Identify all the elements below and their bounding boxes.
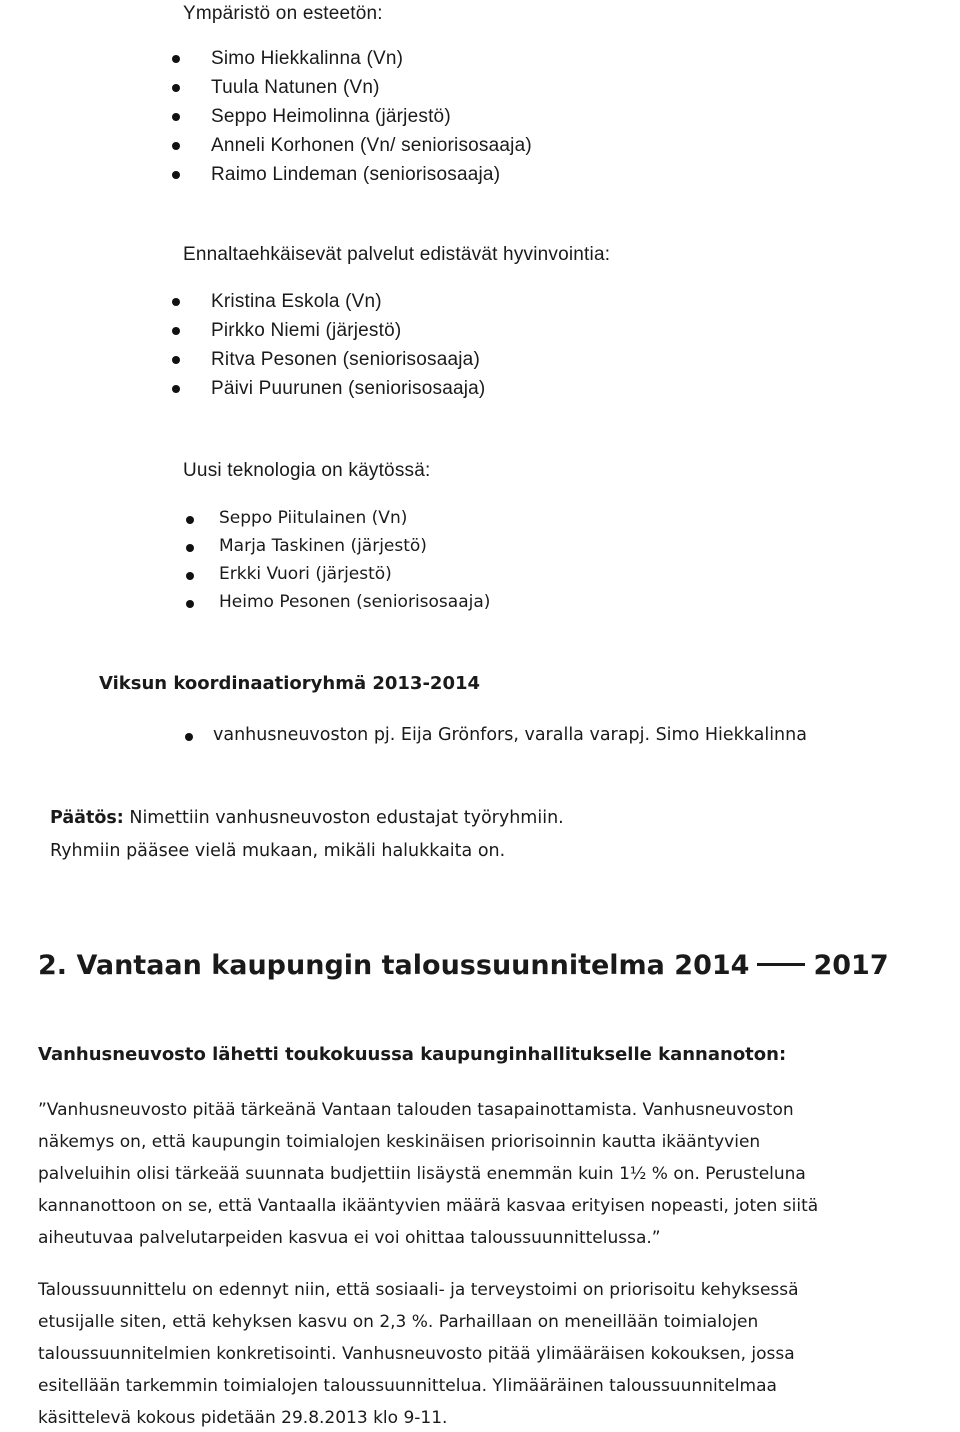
paragraph-2-line: etusijalle siten, että kehyksen kasvu on 2,3 %. Parhaillaan on meneillään toimialojen <box>38 1312 759 1332</box>
section-2-heading-prefix: 2. Vantaan kaupungin taloussuunnitelma 2014 <box>38 950 750 981</box>
section-2-subheading: Vanhusneuvosto lähetti toukokuussa kaupunginhallitukselle kannanoton: <box>38 1044 787 1065</box>
bullet-icon <box>172 385 180 393</box>
list-item: Pirkko Niemi (järjestö) <box>211 320 402 341</box>
bullet-icon <box>186 516 194 524</box>
list-item: Tuula Natunen (Vn) <box>211 77 380 98</box>
viksu-heading: Viksun koordinaatioryhmä 2013-2014 <box>99 673 481 694</box>
list-item: Raimo Lindeman (seniorisosaaja) <box>211 164 501 185</box>
bullet-icon <box>172 142 180 150</box>
bullet-icon <box>186 572 194 580</box>
list-item: Simo Hiekkalinna (Vn) <box>211 48 404 69</box>
section-heading-environment: Ympäristö on esteetön: <box>183 3 383 24</box>
section-heading-new-technology: Uusi teknologia on käytössä: <box>183 460 431 481</box>
paragraph-1-line: ”Vanhusneuvosto pitää tärkeänä Vantaan talouden tasapainottamista. Vanhusneuvoston <box>38 1100 794 1120</box>
list-item: Heimo Pesonen (seniorisosaaja) <box>219 592 491 612</box>
list-item: Seppo Piitulainen (Vn) <box>219 508 408 528</box>
decision-label: Päätös: <box>50 808 124 828</box>
list-item: Päivi Puurunen (seniorisosaaja) <box>211 378 486 399</box>
list-item: Marja Taskinen (järjestö) <box>219 536 427 556</box>
paragraph-1-line: kannanottoon on se, että Vantaalla ikääntyvien määrä kasvaa erityisen nopeasti, joten siitä <box>38 1196 819 1216</box>
paragraph-1-line: aiheutuvaa palvelutarpeiden kasvua ei voi ohittaa taloussuunnittelussa.” <box>38 1228 661 1248</box>
bullet-icon <box>172 298 180 306</box>
bullet-icon <box>172 327 180 335</box>
bullet-icon <box>185 733 193 741</box>
paragraph-1-line: palveluihin olisi tärkeää suunnata budjettiin lisäystä enemmän kuin 1½ % on. Perusteluna <box>38 1164 806 1184</box>
bullet-icon <box>172 113 180 121</box>
bullet-icon <box>172 356 180 364</box>
list-item: vanhusneuvoston pj. Eija Grönfors, varalla varapj. Simo Hiekkalinna <box>213 725 807 745</box>
bullet-icon <box>172 55 180 63</box>
bullet-icon <box>186 600 194 608</box>
dash-separator <box>757 963 805 966</box>
decision-line-1 <box>50 810 564 828</box>
paragraph-1-line: näkemys on, että kaupungin toimialojen keskinäisen priorisoinnin kautta ikääntyvien <box>38 1132 761 1152</box>
section-2-heading <box>38 952 889 979</box>
list-item: Seppo Heimolinna (järjestö) <box>211 106 451 127</box>
bullet-icon <box>186 544 194 552</box>
decision-line-2: Ryhmiin pääsee vielä mukaan, mikäli halukkaita on. <box>50 841 506 861</box>
paragraph-2-line: esitellään tarkemmin toimialojen taloussuunnittelua. Ylimääräinen taloussuunnitelmaa <box>38 1376 777 1396</box>
section-2-heading-suffix: 2017 <box>813 950 889 981</box>
list-item: Anneli Korhonen (Vn/ seniorisosaaja) <box>211 135 532 156</box>
list-item: Erkki Vuori (järjestö) <box>219 564 392 584</box>
decision-text: Nimettiin vanhusneuvoston edustajat työryhmiin. <box>129 808 564 828</box>
bullet-icon <box>172 84 180 92</box>
paragraph-2-line: Taloussuunnittelu on edennyt niin, että sosiaali- ja terveystoimi on priorisoitu kehyksessä <box>38 1280 799 1300</box>
bullet-icon <box>172 171 180 179</box>
section-heading-preventive-services: Ennaltaehkäisevät palvelut edistävät hyvinvointia: <box>183 244 611 265</box>
list-item: Kristina Eskola (Vn) <box>211 291 382 312</box>
paragraph-2-line: käsittelevä kokous pidetään 29.8.2013 klo 9-11. <box>38 1408 448 1428</box>
paragraph-2-line: taloussuunnitelmien konkretisointi. Vanhusneuvosto pitää ylimääräisen kokouksen, jossa <box>38 1344 795 1364</box>
list-item: Ritva Pesonen (seniorisosaaja) <box>211 349 480 370</box>
